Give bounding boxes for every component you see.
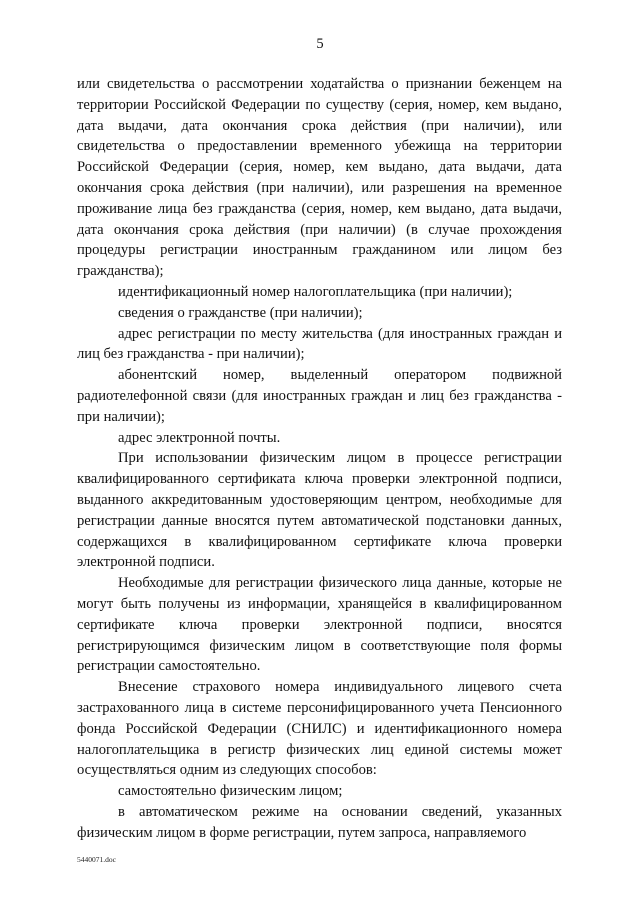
paragraph: самостоятельно физическим лицом;: [118, 783, 343, 800]
paragraph: или свидетельства о рассмотрении ходатайства о признании беженцем на территории Российской Федерации по существу (серия, номер, кем выдано, дата выдачи, дата окончания срока действия (при наличии), или свидетельства о предоставлении временного убежища на территории Российской Федерации (серия, номер, кем выдано, дата выдачи, дата окончания срока действия (при наличии), или разрешения на временное проживание лица без гражданства (серия, номер, кем выдано, дата выдачи, дата окончания срока действия (при наличии) (в случае прохождения процедуры регистрации иностранным гражданином или лицом без гражданства);: [77, 76, 562, 280]
paragraph: в автоматическом режиме на основании сведений, указанных физическим лицом в форме регистрации, путем запроса, направляемого: [77, 803, 562, 841]
document-body: [77, 74, 562, 843]
paragraph: адрес электронной почты.: [118, 429, 281, 446]
paragraph: идентификационный номер налогоплательщика (при наличии);: [118, 283, 513, 300]
paragraph: При использовании физическим лицом в процессе регистрации квалифицированного сертификата ключа проверки электронной подписи, выданного аккредитованным удостоверяющим центром, необходимые для регистрации данные вносятся путем автоматической подстановки данных, содержащихся в квалифицированном сертификате ключа проверки электронной подписи.: [77, 450, 562, 571]
paragraph: абонентский номер, выделенный оператором подвижной радиотелефонной связи (для иностранных граждан и лиц без гражданства - при наличии);: [77, 367, 562, 425]
paragraph: сведения о гражданстве (при наличии);: [118, 304, 363, 321]
paragraph: Внесение страхового номера индивидуального лицевого счета застрахованного лица в системе персонифицированного учета Пенсионного фонда Российской Федерации (СНИЛС) и идентификационного номера налогоплательщика в регистр физических лиц единой системы может осуществляться одним из следующих способов:: [77, 679, 562, 779]
page-number: 5: [316, 36, 324, 52]
footer-filename: 5440071.doc: [77, 855, 116, 864]
paragraph: адрес регистрации по месту жительства (для иностранных граждан и лиц без гражданства - при наличии);: [77, 325, 562, 363]
paragraph: Необходимые для регистрации физического лица данные, которые не могут быть получены из информации, хранящейся в квалифицированном сертификате ключа проверки электронной подписи, вносятся регистрирующимся физическим лицом в соответствующие поля формы регистрации самостоятельно.: [77, 575, 562, 675]
